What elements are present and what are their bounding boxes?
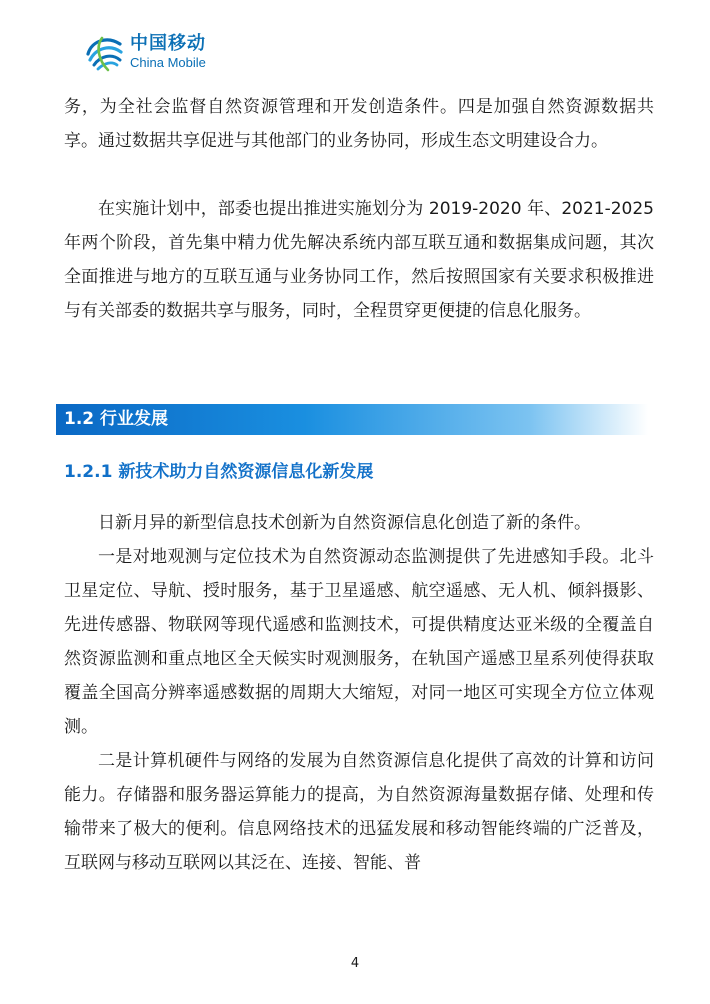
paragraph-earth-observation: 一是对地观测与定位技术为自然资源动态监测提供了先进感知手段。北斗卫星定位、导航、授时服务，基于卫星遥感、航空遥感、无人机、倾斜摄影、先进传感器、物联网等现代遥感和监测技术，可提供精度达亚米级的全覆盖自然资源监测和重点地区全天候实时观测服务，在轨国产遥感卫星系列使得获取覆盖全国高分辨率遥感数据的周期大大缩短，对同一地区可实现全方位立体观测。	[64, 547, 654, 737]
paragraph-data-sharing: 务，为全社会监督自然资源管理和开发创造条件。四是加强自然资源数据共享。通过数据共享促进与其他部门的业务协同，形成生态文明建设合力。	[64, 97, 654, 151]
page-number: 4	[350, 956, 360, 971]
section-heading: 1.2 行业发展	[64, 409, 169, 429]
subsection-heading: 1.2.1 新技术助力自然资源信息化新发展	[64, 462, 374, 482]
paragraph-computing-network: 二是计算机硬件与网络的发展为自然资源信息化提供了高效的计算和访问能力。存储器和服务器运算能力的提高，为自然资源海量数据存储、处理和传输带来了极大的便利。信息网络技术的迅猛发展和移动智能终端的广泛普及，互联网与移动互联网以其泛在、连接、智能、普	[64, 751, 654, 873]
brand-name-english: China Mobile	[130, 55, 206, 70]
paragraph-intro: 日新月异的新型信息技术创新为自然资源信息化创造了新的条件。	[98, 513, 591, 533]
section-heading-bar	[56, 404, 648, 435]
page-header	[82, 30, 206, 74]
china-mobile-logo-icon	[82, 30, 126, 74]
paragraph-implementation-plan: 在实施计划中，部委也提出推进实施划分为 2019-2020 年、2021-2025 年两个阶段，首先集中精力优先解决系统内部互联互通和数据集成问题，其次全面推进与地方的互联互通与业务协同工作，然后按照国家有关要求积极推进与有关部委的数据共享与服务，同时，全程贯穿更便捷的信息化服务。	[64, 199, 654, 321]
brand-name	[130, 35, 206, 69]
brand-name-chinese: 中国移动	[130, 33, 206, 54]
